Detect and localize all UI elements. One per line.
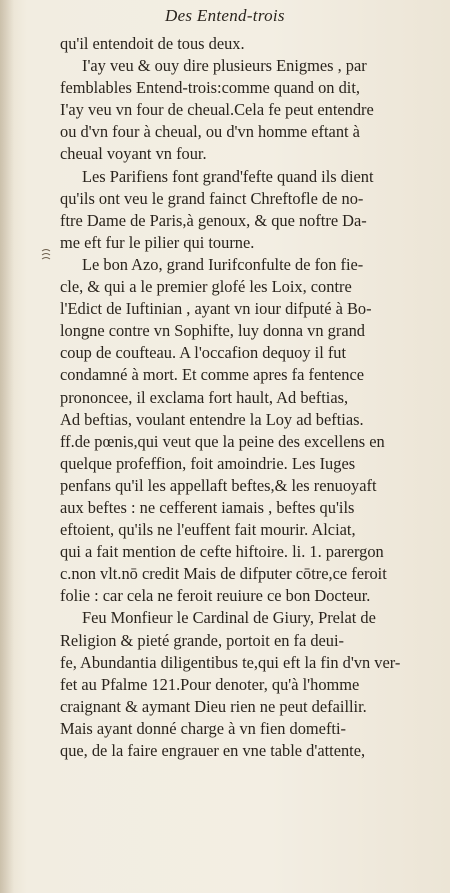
text-line: Religion & pieté grande, portoit en fa deui- (60, 630, 345, 650)
text-line: cle, & qui a le premier glofé les Loix, contre (60, 277, 352, 297)
text-line: Les Parifiens font grand'fefte quand ils dient (82, 166, 374, 186)
text-line: I'ay veu vn four de cheual.Cela fe peut entendre (60, 100, 374, 120)
text-line: folie : car cela ne feroit reuiure ce bon Docteur. (60, 586, 371, 606)
text-line: Le bon Azo, grand Iurifconfulte de fon fie- (82, 254, 364, 274)
running-head: Des Entend-trois (165, 6, 285, 25)
page-gutter-shadow (0, 0, 14, 893)
text-line: fe, Abundantia diligentibus te,qui eft la fin d'vn ver- (60, 652, 401, 672)
text-line: prononcee, il exclama fort hault, Ad beftias, (60, 387, 349, 407)
section-mark-icon (40, 248, 52, 262)
text-line: longne contre vn Sophifte, luy donna vn grand (60, 321, 365, 341)
text-line: femblables Entend-trois:comme quand on dit, (60, 78, 360, 98)
text-line: aux beftes : ne cefferent iamais , beftes qu'ils (60, 497, 355, 517)
text-line: eftoient, qu'ils ne l'euffent fait mourir. Alciat, (60, 520, 356, 540)
text-line: ftre Dame de Paris,à genoux, & que noftre Da- (60, 210, 367, 230)
text-line: condamné à mort. Et comme apres fa fentence (60, 365, 364, 385)
text-line: me eft fur le pilier qui tourne. (60, 232, 255, 252)
text-line: I'ay veu & ouy dire plusieurs Enigmes , par (82, 56, 367, 76)
text-line: c.non vlt.nō credit Mais de difputer cōtre,ce feroit (60, 564, 387, 584)
text-line: ff.de pœnis,qui veut que la peine des excellens en (60, 431, 385, 451)
text-line: Ad beftias, voulant entendre la Loy ad beftias. (60, 409, 364, 429)
text-line: qu'il entendoit de tous deux. (60, 34, 245, 53)
text-line: penfans qu'il les appellaft beftes,& les renuoyaft (60, 475, 377, 495)
text-line: cheual voyant vn four. (60, 144, 207, 164)
text-line: craignant & aymant Dieu rien ne peut defaillir. (60, 696, 367, 716)
text-line: Mais ayant donné charge à vn fien domefti- (60, 718, 346, 738)
text-line: que, de la faire engrauer en vne table d'attente, (60, 741, 366, 760)
text-line: quelque profeffion, foit amoindrie. Les Iuges (60, 453, 356, 473)
text-line: l'Edict de Iuftinian , ayant vn iour difputé à Bo- (60, 299, 372, 319)
text-line: qu'ils ont veu le grand fainct Chreftofle de no- (60, 188, 364, 208)
text-line: Feu Monfieur le Cardinal de Giury, Prelat de (82, 608, 376, 628)
text-line: fet au Pfalme 121.Pour denoter, qu'à l'homme (60, 674, 360, 694)
body-text (60, 33, 444, 762)
text-line: ou d'vn four à cheual, ou d'vn homme eftant à (60, 122, 360, 142)
text-line: coup de coufteau. A l'occafion dequoy il fut (60, 343, 347, 363)
text-line: qui a fait mention de cefte hiftoire. li. 1. parergon (60, 542, 384, 562)
